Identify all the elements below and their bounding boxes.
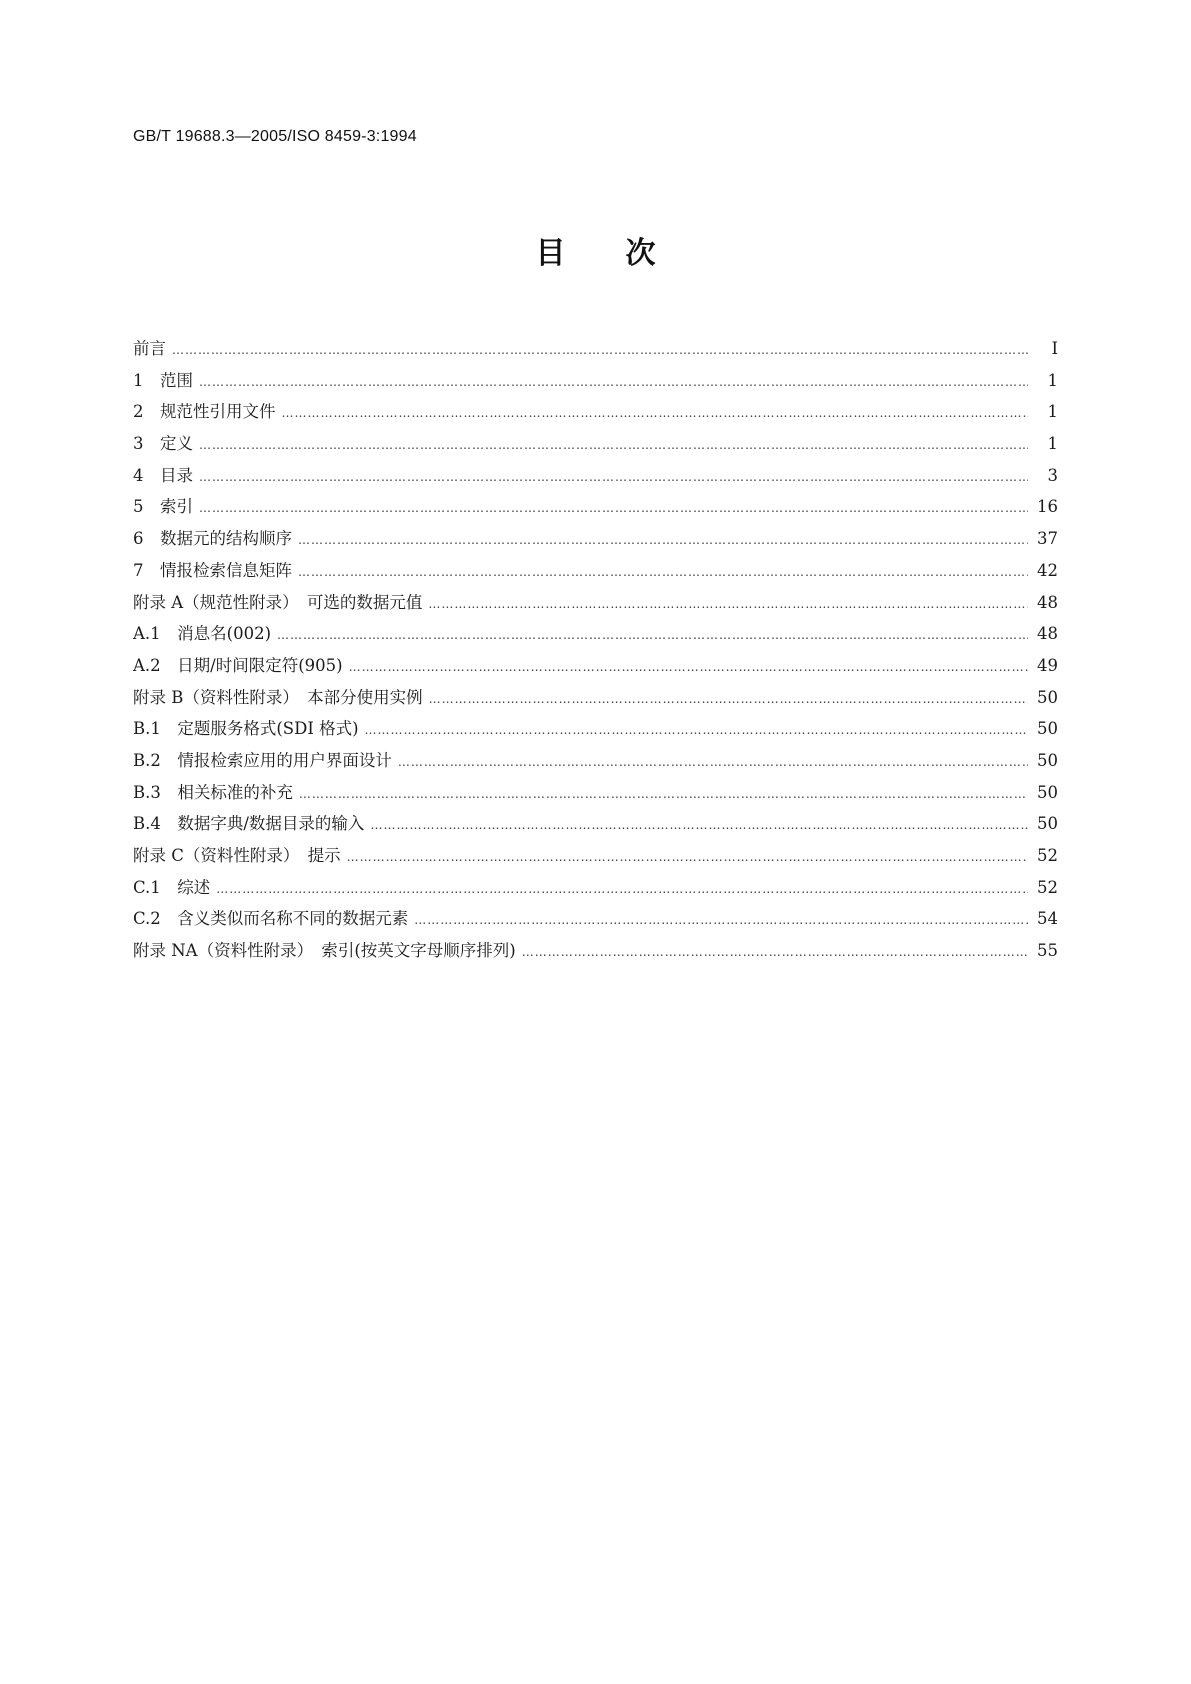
toc-entry-index[interactable] (133, 491, 1058, 523)
toc-leader-dots (172, 335, 1028, 367)
toc-entry-annex-c[interactable] (133, 840, 1058, 872)
toc-leader-dots (282, 398, 1029, 430)
toc-leader-dots (199, 367, 1028, 399)
toc-entry-page: I (1051, 339, 1058, 358)
toc-entry-label: 3 定义 (133, 434, 193, 454)
toc-leader-dots (299, 779, 1028, 811)
toc-leader-dots (199, 493, 1028, 525)
toc-entry-label: 2 规范性引用文件 (133, 402, 276, 422)
toc-entry-b2[interactable] (133, 745, 1058, 777)
toc-entry-label: B.3 相关标准的补充 (133, 782, 293, 802)
toc-leader-dots (199, 430, 1028, 462)
toc-entry-label: 7 情报检索信息矩阵 (133, 560, 292, 580)
toc-entry-directory[interactable] (133, 460, 1058, 492)
document-standard-number: GB/T 19688.3—2005/ISO 8459-3:1994 (133, 128, 417, 145)
toc-entry-label: A.2 日期/时间限定符(905) (133, 655, 343, 675)
toc-leader-dots (298, 557, 1028, 589)
toc-entry-label: 附录 A（规范性附录） 可选的数据元值 (133, 592, 423, 612)
toc-entry-b4[interactable] (133, 808, 1058, 840)
toc-entry-label: 1 范围 (133, 370, 193, 390)
toc-entry-page: 48 (1037, 592, 1058, 612)
toc-entry-label: B.4 数据字典/数据目录的输入 (133, 814, 365, 834)
toc-entry-definitions[interactable] (133, 428, 1058, 460)
toc-leader-dots (298, 525, 1028, 557)
toc-entry-page: 55 (1037, 941, 1058, 961)
page-title: 目次 (535, 236, 716, 271)
toc-entry-c2[interactable] (133, 903, 1058, 935)
toc-entry-foreword[interactable] (133, 333, 1058, 365)
toc-entry-a2[interactable] (133, 650, 1058, 682)
toc-leader-dots (347, 842, 1028, 874)
toc-entry-annex-b[interactable] (133, 682, 1058, 714)
toc-entry-page: 50 (1037, 687, 1058, 707)
toc-entry-a1[interactable] (133, 618, 1058, 650)
toc-entry-page: 50 (1037, 782, 1058, 802)
toc-leader-dots (398, 747, 1028, 779)
toc-leader-dots (428, 589, 1028, 621)
toc-leader-dots (365, 715, 1028, 747)
toc-entry-label: B.2 情报检索应用的用户界面设计 (133, 750, 392, 770)
toc-entry-b1[interactable] (133, 713, 1058, 745)
toc-entry-label: 附录 NA（资料性附录） 索引(按英文字母顺序排列) (133, 941, 516, 961)
toc-entry-label: A.1 消息名(002) (133, 624, 272, 644)
toc-entry-page: 1 (1047, 370, 1058, 390)
toc-entry-b3[interactable] (133, 777, 1058, 809)
toc-entry-page: 16 (1037, 497, 1058, 517)
toc-entry-data-element-order[interactable] (133, 523, 1058, 555)
toc-entry-label: 附录 B（资料性附录） 本部分使用实例 (133, 687, 423, 707)
toc-entry-label: C.2 含义类似而名称不同的数据元素 (133, 909, 409, 929)
toc-entry-page: 1 (1047, 434, 1058, 454)
toc-entry-normative-references[interactable] (133, 396, 1058, 428)
toc-entry-label: 4 目录 (133, 465, 193, 485)
toc-entry-page: 37 (1037, 529, 1058, 549)
toc-entry-page: 52 (1037, 846, 1058, 865)
toc-leader-dots (199, 462, 1028, 494)
toc-entry-c1[interactable] (133, 872, 1058, 904)
toc-entry-label: 前言 (133, 339, 166, 358)
toc-entry-page: 50 (1037, 814, 1058, 834)
toc-entry-page: 50 (1037, 750, 1058, 770)
toc-leader-dots (349, 652, 1028, 684)
toc-entry-label: B.1 定题服务格式(SDI 格式) (133, 719, 359, 739)
toc-leader-dots (429, 684, 1028, 716)
toc-entry-annex-a[interactable] (133, 587, 1058, 619)
toc-leader-dots (370, 810, 1028, 842)
toc-leader-dots (522, 937, 1028, 969)
toc-entry-label: 6 数据元的结构顺序 (133, 529, 292, 549)
toc-entry-label: 附录 C（资料性附录） 提示 (133, 846, 341, 865)
toc-leader-dots (277, 620, 1028, 652)
toc-entry-page: 3 (1047, 465, 1058, 485)
toc-entry-page: 49 (1037, 655, 1058, 675)
toc-entry-page: 1 (1047, 402, 1058, 422)
toc-entry-page: 50 (1037, 719, 1058, 739)
toc-entry-page: 42 (1037, 560, 1058, 580)
toc-entry-label: 5 索引 (133, 497, 193, 517)
toc-leader-dots (216, 874, 1028, 906)
toc-entry-page: 52 (1037, 877, 1058, 897)
toc-entry-scope[interactable] (133, 365, 1058, 397)
toc-entry-annex-na[interactable] (133, 935, 1058, 967)
toc-leader-dots (414, 905, 1028, 937)
table-of-contents (133, 333, 1058, 967)
toc-entry-retrieval-matrix[interactable] (133, 555, 1058, 587)
toc-entry-page: 54 (1037, 909, 1058, 929)
toc-entry-page: 48 (1037, 624, 1058, 644)
toc-entry-label: C.1 综述 (133, 877, 211, 897)
